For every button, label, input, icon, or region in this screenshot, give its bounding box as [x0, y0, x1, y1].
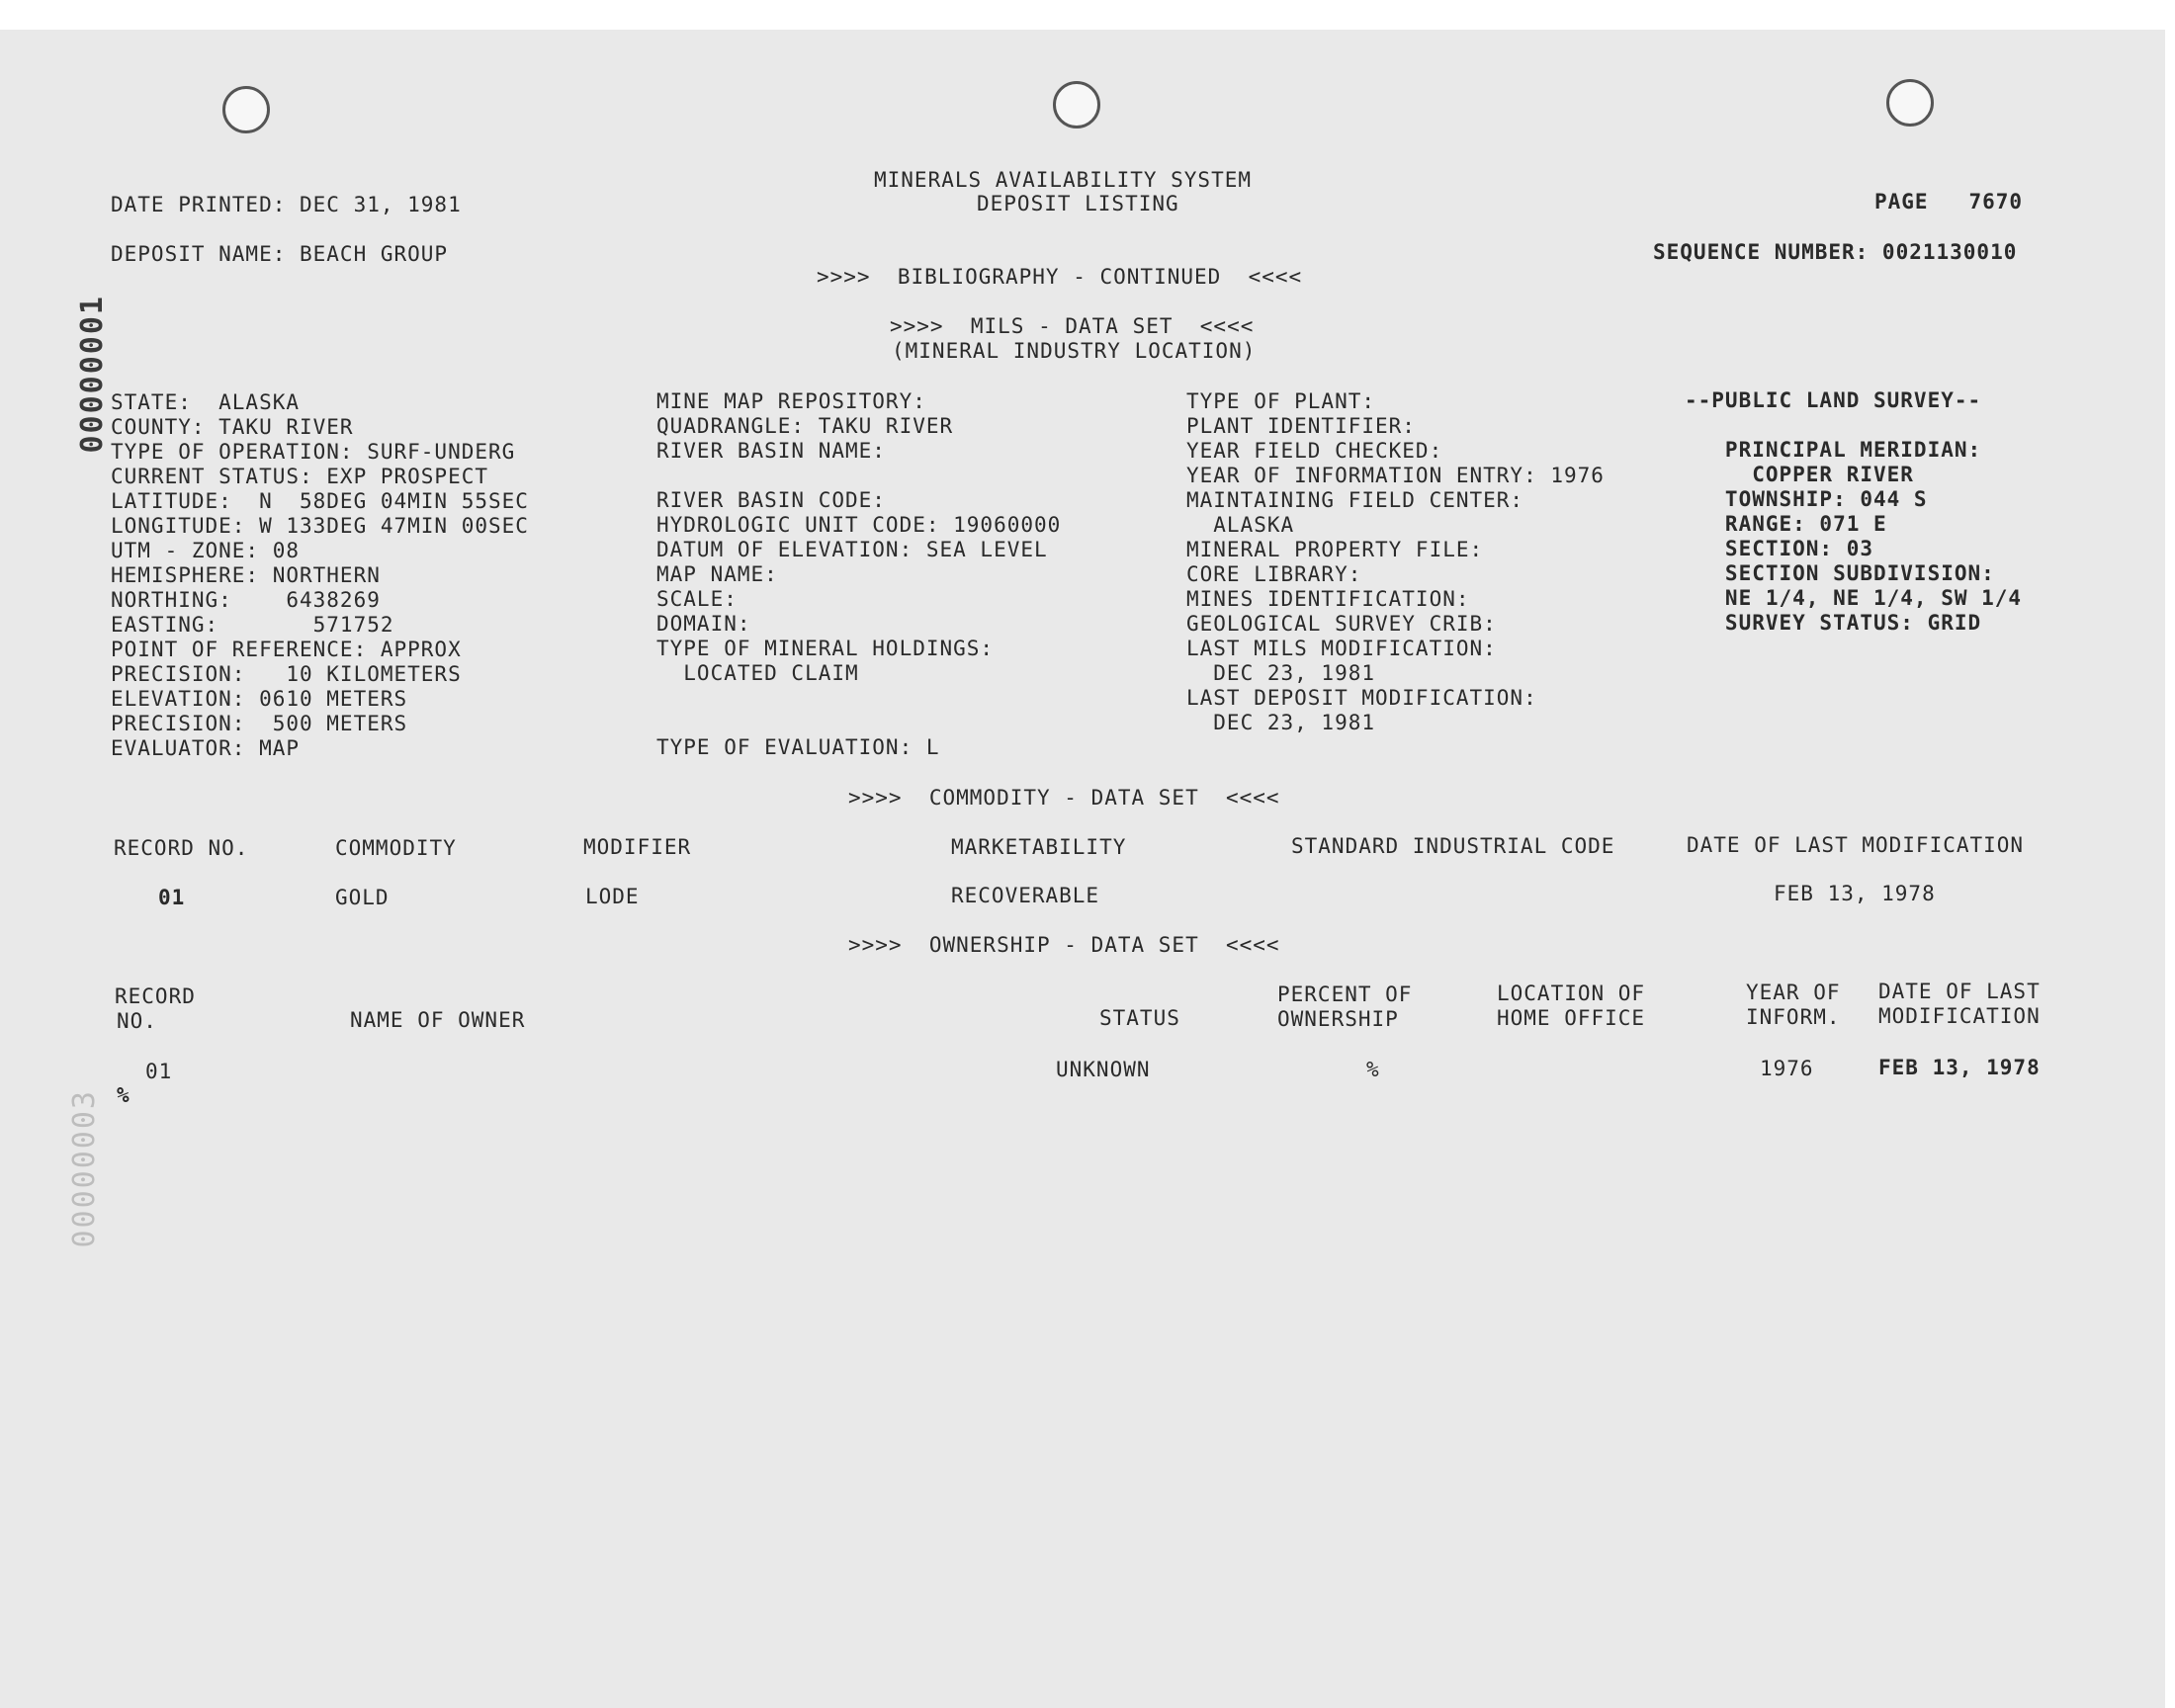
field-line: MINE MAP REPOSITORY:	[656, 389, 926, 413]
ownership-cell-record: 01	[145, 1060, 173, 1083]
commodity-header-date: DATE OF LAST MODIFICATION	[1687, 833, 2025, 857]
commodity-cell-commodity: GOLD	[335, 886, 390, 909]
ownership-header-date-2: MODIFICATION	[1878, 1004, 2041, 1028]
field-line: LAST DEPOSIT MODIFICATION:	[1186, 686, 1537, 710]
field-line: LATITUDE: N 58DEG 04MIN 55SEC	[111, 489, 529, 513]
commodity-heading: >>>> COMMODITY - DATA SET <<<<	[848, 786, 1280, 810]
field-line: QUADRANGLE: TAKU RIVER	[656, 414, 954, 438]
field-line: TYPE OF OPERATION: SURF-UNDERG	[111, 440, 516, 464]
field-line: HEMISPHERE: NORTHERN	[111, 563, 381, 587]
location-column-1	[111, 390, 529, 761]
ownership-header-year-1: YEAR OF	[1746, 981, 1841, 1004]
ownership-header-date-1: DATE OF LAST	[1878, 980, 2041, 1003]
field-line: POINT OF REFERENCE: APPROX	[111, 638, 462, 661]
commodity-header-commodity: COMMODITY	[335, 836, 457, 860]
ownership-header-name: NAME OF OWNER	[350, 1008, 526, 1032]
field-line: SECTION: 03	[1685, 537, 1874, 560]
sequence-number: SEQUENCE NUMBER: 0021130010	[1653, 240, 2018, 264]
field-line: PRECISION: 10 KILOMETERS	[111, 662, 462, 686]
ownership-header-location-1: LOCATION OF	[1497, 982, 1646, 1005]
field-line: SCALE:	[656, 587, 738, 611]
field-line: SURVEY STATUS: GRID	[1685, 611, 1982, 635]
field-line: NORTHING: 6438269	[111, 588, 381, 612]
field-line: COPPER RIVER	[1685, 463, 1914, 486]
system-title: MINERALS AVAILABILITY SYSTEM	[874, 168, 1253, 192]
field-line: CURRENT STATUS: EXP PROSPECT	[111, 465, 489, 488]
ownership-header-status: STATUS	[1099, 1006, 1180, 1030]
field-line: DEC 23, 1981	[1186, 661, 1376, 685]
field-line: PRECISION: 500 METERS	[111, 712, 408, 735]
margin-stamp-bottom: 00000003	[67, 1089, 102, 1248]
field-line: STATE: ALASKA	[111, 390, 301, 414]
field-line: ALASKA	[1186, 513, 1295, 537]
field-line: YEAR FIELD CHECKED:	[1186, 439, 1443, 463]
field-line	[656, 711, 1061, 735]
deposit-name: DEPOSIT NAME: BEACH GROUP	[111, 242, 449, 266]
date-printed: DATE PRINTED: DEC 31, 1981	[111, 193, 462, 216]
bibliography-heading: >>>> BIBLIOGRAPHY - CONTINUED <<<<	[817, 265, 1303, 289]
punch-hole-center	[1053, 81, 1100, 128]
ownership-cell-percent: %	[1366, 1058, 1380, 1081]
field-line: TYPE OF PLANT:	[1186, 389, 1376, 413]
commodity-cell-date: FEB 13, 1978	[1774, 882, 1936, 905]
field-line	[656, 686, 1061, 711]
ownership-cell-year: 1976	[1760, 1057, 1814, 1080]
ownership-header-location-2: HOME OFFICE	[1497, 1006, 1646, 1030]
field-line: RANGE: 071 E	[1685, 512, 1887, 536]
ownership-heading: >>>> OWNERSHIP - DATA SET <<<<	[848, 933, 1280, 957]
commodity-header-record: RECORD NO.	[114, 836, 249, 860]
punch-hole-left	[222, 86, 270, 133]
field-line: MAINTAINING FIELD CENTER:	[1186, 488, 1524, 512]
public-land-survey-column	[1685, 388, 2022, 636]
listing-title: DEPOSIT LISTING	[977, 192, 1179, 215]
margin-stamp-top: 00000001	[75, 295, 110, 454]
field-line: --PUBLIC LAND SURVEY--	[1685, 388, 1982, 412]
listing-page	[0, 30, 2165, 1708]
field-line: YEAR OF INFORMATION ENTRY: 1976	[1186, 464, 1605, 487]
field-line: RIVER BASIN NAME:	[656, 439, 886, 463]
mils-subheading: (MINERAL INDUSTRY LOCATION)	[892, 339, 1257, 363]
field-line: COUNTY: TAKU RIVER	[111, 415, 354, 439]
field-line: LOCATED CLAIM	[656, 661, 859, 685]
field-line: UTM - ZONE: 08	[111, 539, 301, 562]
ownership-header-record-2: NO.	[117, 1009, 157, 1033]
field-line: TOWNSHIP: 044 S	[1685, 487, 1928, 511]
mils-heading: >>>> MILS - DATA SET <<<<	[890, 314, 1255, 338]
field-line: MINERAL PROPERTY FILE:	[1186, 538, 1484, 561]
ownership-cell-date: FEB 13, 1978	[1878, 1056, 2041, 1079]
end-of-record-marker: %	[117, 1083, 130, 1107]
ownership-header-percent-1: PERCENT OF	[1277, 982, 1413, 1006]
field-line: NE 1/4, NE 1/4, SW 1/4	[1685, 586, 2023, 610]
field-line: HYDROLOGIC UNIT CODE: 19060000	[656, 513, 1062, 537]
ownership-cell-status: UNKNOWN	[1056, 1058, 1151, 1081]
field-line: DOMAIN:	[656, 612, 751, 636]
ownership-header-year-2: INFORM.	[1746, 1005, 1841, 1029]
commodity-header-marketability: MARKETABILITY	[951, 835, 1127, 859]
field-line: CORE LIBRARY:	[1186, 562, 1362, 586]
commodity-cell-record: 01	[158, 886, 186, 909]
field-line: LAST MILS MODIFICATION:	[1186, 637, 1497, 660]
field-line: DEC 23, 1981	[1186, 711, 1376, 734]
field-line: EASTING: 571752	[111, 613, 394, 637]
location-column-2	[656, 389, 1061, 760]
commodity-header-sic: STANDARD INDUSTRIAL CODE	[1291, 834, 1615, 858]
field-line: ELEVATION: 0610 METERS	[111, 687, 408, 711]
commodity-cell-modifier: LODE	[585, 885, 640, 908]
commodity-header-modifier: MODIFIER	[583, 835, 692, 859]
field-line	[1685, 413, 2022, 438]
commodity-cell-marketability: RECOVERABLE	[951, 884, 1100, 907]
field-line: DATUM OF ELEVATION: SEA LEVEL	[656, 538, 1048, 561]
field-line: SECTION SUBDIVISION:	[1685, 561, 1995, 585]
field-line: RIVER BASIN CODE:	[656, 488, 886, 512]
page-number: PAGE 7670	[1874, 190, 2024, 214]
field-line: TYPE OF EVALUATION: L	[656, 735, 940, 759]
ownership-header-record-1: RECORD	[115, 984, 196, 1008]
punch-hole-right	[1886, 79, 1934, 127]
field-line: GEOLOGICAL SURVEY CRIB:	[1186, 612, 1497, 636]
field-line: LONGITUDE: W 133DEG 47MIN 00SEC	[111, 514, 529, 538]
field-line	[656, 464, 1061, 488]
ownership-header-percent-2: OWNERSHIP	[1277, 1007, 1399, 1031]
field-line: PRINCIPAL MERIDIAN:	[1685, 438, 1982, 462]
field-line: EVALUATOR: MAP	[111, 736, 301, 760]
field-line: MAP NAME:	[656, 562, 778, 586]
field-line: TYPE OF MINERAL HOLDINGS:	[656, 637, 995, 660]
field-line: PLANT IDENTIFIER:	[1186, 414, 1416, 438]
field-line: MINES IDENTIFICATION:	[1186, 587, 1470, 611]
location-column-3	[1186, 389, 1605, 735]
